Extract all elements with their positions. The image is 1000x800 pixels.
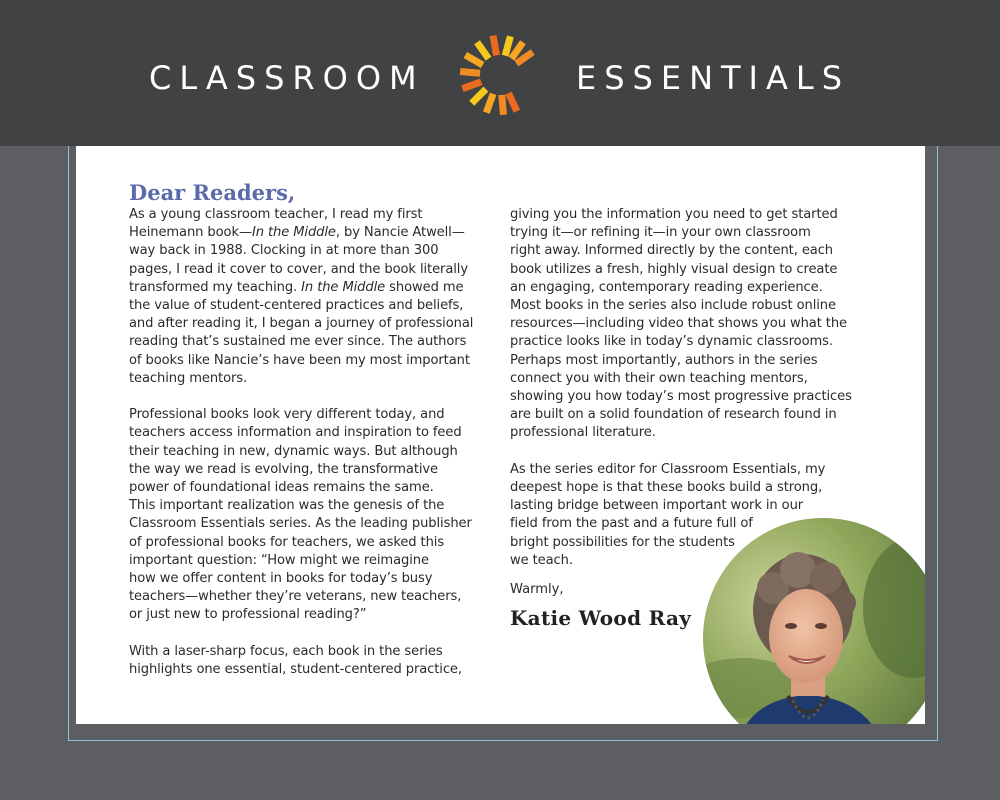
logo-ray [462, 82, 481, 89]
signoff: Warmly, [510, 582, 564, 597]
logo-ray [465, 55, 482, 65]
author-portrait-photo [703, 518, 925, 724]
logo-ray [472, 89, 486, 103]
logo-ray [460, 72, 480, 74]
paragraph-2: Professional books look very different today, and teachers access information and inspiration to feed their teaching in new, dynamic ways. But although the way we read is evolving, the transformative power of foundational ideas remains the same. This important realization was the genesis of the Classroom Essentials series. As the leading publisher of professional books for teachers, we asked this important question: “How might we reimagine how we offer content in books for today’s busy teachers—whether they’re veterans, new teachers, or just new to professional reading?” [129, 407, 472, 623]
letter-heading: Dear Readers, [129, 180, 296, 205]
paragraph-4: giving you the information you need to get started trying it—or refining it—in your own classroom right away. Informed directly by the content, each book utilizes a fresh, highly visual design to create an engaging, contemporary reading experience. Most books in the series also include robust online resources—including video that shows you what the practice looks like in today’s dynamic classrooms. Perhaps most importantly, authors in the series connect you with their own teaching mentors, showing you how today’s most progressive practices are built on a solid foundation of research found in professional literature. [510, 207, 852, 441]
brand-title-right: ESSENTIALS [576, 59, 851, 97]
logo-ray [486, 94, 493, 113]
letter-column-left [129, 206, 499, 679]
logo-ray [477, 42, 488, 58]
portrait-icon [703, 518, 925, 724]
logo-ray [502, 95, 504, 115]
brand-title-left: CLASSROOM [149, 59, 425, 97]
paragraph-1: As a young classroom teacher, I read my first Heinemann book—In the Middle, by Nancie Atwell— way back in 1988. Clocking in at more than 300 pages, I read it cover to cover, and the book literally transformed my teaching. In the Middle showed me the value of student-centered practices and beliefs, and after reading it, I began a journey of professional reading that’s sustained me ever since. The authors of books like Nancie’s have been my most important teaching mentors. [129, 207, 474, 386]
paragraph-5: As the series editor for Classroom Essentials, my deepest hope is that these books build a strong, lasting bridge between important work in our field from the past and a future full of bright possibilities for the students we teach. [510, 461, 826, 568]
logo-ray [493, 36, 496, 56]
logo-ray [508, 93, 516, 111]
header-bar [0, 0, 1000, 146]
paragraph-3: With a laser-sharp focus, each book in the series highlights one essential, student-centered practice, [129, 643, 462, 678]
logo-ray [505, 36, 510, 55]
author-photo-clip [703, 518, 925, 724]
author-signature: Katie Wood Ray [510, 606, 692, 630]
sunburst-c-logo-icon [455, 30, 545, 120]
letter-column-right [510, 206, 870, 570]
